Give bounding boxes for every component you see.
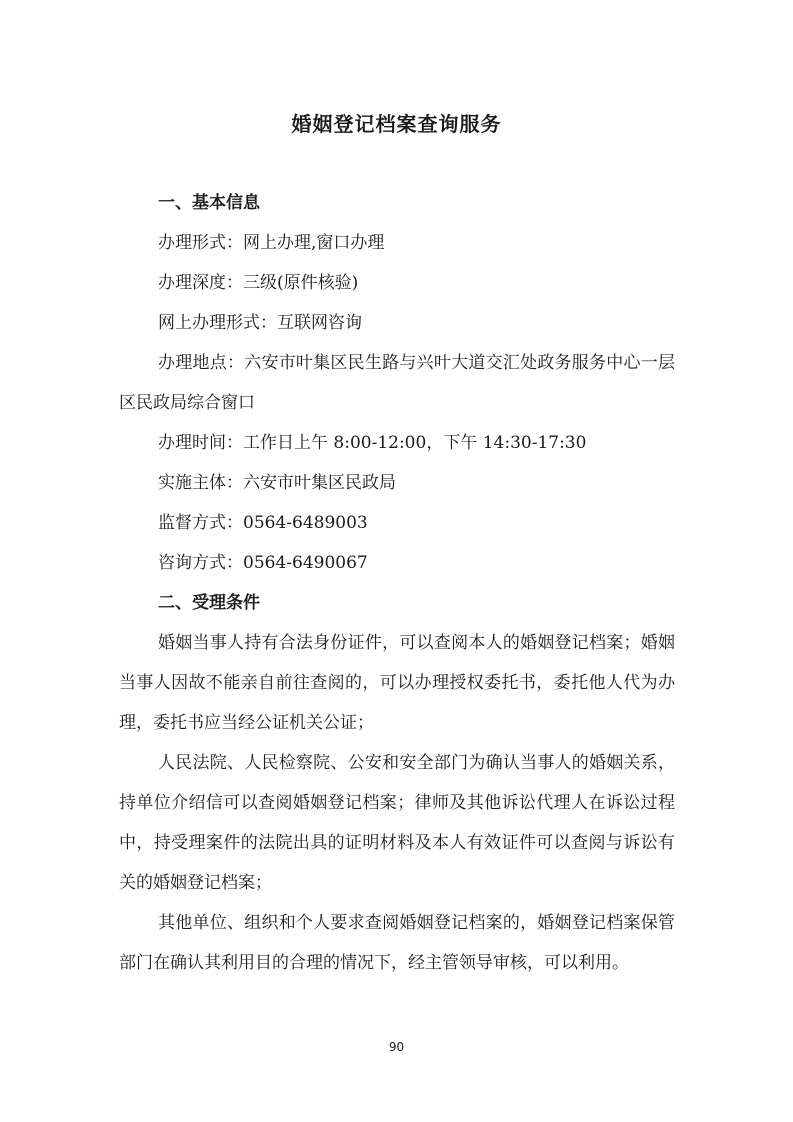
handling-location: 办理地点：六安市叶集区民生路与兴叶大道交汇处政务服务中心一层区民政局综合窗口 bbox=[119, 353, 675, 413]
condition-paragraph: 其他单位、组织和个人要求查阅婚姻登记档案的，婚姻登记档案保管部门在确认其利用目的合理的情况下，经主管领导审核，可以利用。 bbox=[119, 913, 675, 973]
handling-hours: 办理时间：工作日上午 8:00-12:00，下午 14:30-17:30 bbox=[158, 433, 587, 453]
implementing-authority: 实施主体：六安市叶集区民政局 bbox=[158, 473, 396, 493]
online-handling-form: 网上办理形式：互联网咨询 bbox=[158, 313, 362, 333]
section-heading-conditions: 二、受理条件 bbox=[158, 593, 260, 613]
supervision-phone: 监督方式：0564-6489003 bbox=[158, 513, 368, 533]
handling-form: 办理形式：网上办理,窗口办理 bbox=[158, 233, 385, 253]
page-number: 90 bbox=[388, 1040, 405, 1054]
consultation-phone: 咨询方式：0564-6490067 bbox=[158, 553, 368, 573]
document-body bbox=[119, 183, 675, 983]
page-title: 婚姻登记档案查询服务 bbox=[291, 112, 502, 136]
handling-depth: 办理深度：三级(原件核验) bbox=[158, 273, 359, 293]
section-heading-basic-info: 一、基本信息 bbox=[158, 193, 260, 213]
condition-paragraph: 婚姻当事人持有合法身份证件，可以查阅本人的婚姻登记档案；婚姻当事人因故不能亲自前往查阅的，可以办理授权委托书，委托他人代为办理，委托书应当经公证机关公证； bbox=[119, 633, 675, 733]
condition-paragraph: 人民法院、人民检察院、公安和安全部门为确认当事人的婚姻关系，持单位介绍信可以查阅婚姻登记档案；律师及其他诉讼代理人在诉讼过程中，持受理案件的法院出具的证明材料及本人有效证件可以查阅与诉讼有关的婚姻登记档案； bbox=[119, 753, 675, 893]
